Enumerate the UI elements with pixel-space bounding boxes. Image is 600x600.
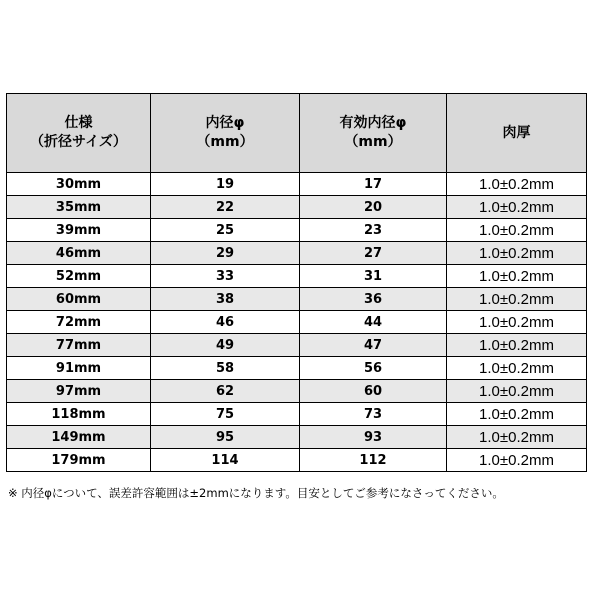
header-thickness-label: 肉厚 bbox=[502, 124, 531, 141]
header-effective-inner-diameter-line1: 有効内径φ bbox=[339, 115, 407, 131]
table-body bbox=[7, 173, 587, 472]
header-inner-diameter-line1: 内径φ bbox=[205, 115, 245, 131]
cell-spec: 118mm bbox=[7, 403, 151, 426]
table-row bbox=[7, 311, 587, 334]
cell-thickness: 1.0±0.2mm bbox=[447, 357, 587, 380]
table-row bbox=[7, 357, 587, 380]
cell-effective-inner-diameter: 20 bbox=[300, 196, 447, 219]
cell-thickness: 1.0±0.2mm bbox=[447, 173, 587, 196]
cell-spec: 77mm bbox=[7, 334, 151, 357]
table-row bbox=[7, 219, 587, 242]
cell-inner-diameter: 62 bbox=[151, 380, 300, 403]
cell-inner-diameter: 25 bbox=[151, 219, 300, 242]
cell-inner-diameter: 46 bbox=[151, 311, 300, 334]
header-spec-line2: （折径サイズ） bbox=[30, 134, 127, 150]
spec-table bbox=[6, 93, 587, 472]
cell-effective-inner-diameter: 56 bbox=[300, 357, 447, 380]
cell-effective-inner-diameter: 60 bbox=[300, 380, 447, 403]
cell-inner-diameter: 75 bbox=[151, 403, 300, 426]
cell-effective-inner-diameter: 23 bbox=[300, 219, 447, 242]
cell-inner-diameter: 38 bbox=[151, 288, 300, 311]
table-row bbox=[7, 242, 587, 265]
header-effective-inner-diameter bbox=[300, 94, 447, 173]
cell-effective-inner-diameter: 47 bbox=[300, 334, 447, 357]
header-row bbox=[7, 94, 587, 173]
cell-spec: 46mm bbox=[7, 242, 151, 265]
cell-thickness: 1.0±0.2mm bbox=[447, 219, 587, 242]
cell-inner-diameter: 33 bbox=[151, 265, 300, 288]
table-row bbox=[7, 196, 587, 219]
cell-inner-diameter: 29 bbox=[151, 242, 300, 265]
cell-effective-inner-diameter: 93 bbox=[300, 426, 447, 449]
footnote: ※ 内径φについて、誤差許容範囲は±2mmになります。目安としてご参考になさってください。 bbox=[8, 486, 504, 500]
cell-effective-inner-diameter: 27 bbox=[300, 242, 447, 265]
header-inner-diameter bbox=[151, 94, 300, 173]
table-row bbox=[7, 334, 587, 357]
cell-effective-inner-diameter: 44 bbox=[300, 311, 447, 334]
cell-effective-inner-diameter: 31 bbox=[300, 265, 447, 288]
table-row bbox=[7, 403, 587, 426]
cell-effective-inner-diameter: 112 bbox=[300, 449, 447, 472]
header-effective-inner-diameter-line2: （mm） bbox=[344, 134, 402, 150]
cell-effective-inner-diameter: 17 bbox=[300, 173, 447, 196]
table-row bbox=[7, 265, 587, 288]
cell-effective-inner-diameter: 36 bbox=[300, 288, 447, 311]
cell-thickness: 1.0±0.2mm bbox=[447, 242, 587, 265]
header-spec bbox=[7, 94, 151, 173]
header-thickness bbox=[447, 94, 587, 173]
cell-thickness: 1.0±0.2mm bbox=[447, 426, 587, 449]
table-row bbox=[7, 426, 587, 449]
cell-spec: 39mm bbox=[7, 219, 151, 242]
table-row bbox=[7, 288, 587, 311]
cell-effective-inner-diameter: 73 bbox=[300, 403, 447, 426]
cell-spec: 97mm bbox=[7, 380, 151, 403]
cell-spec: 52mm bbox=[7, 265, 151, 288]
cell-inner-diameter: 114 bbox=[151, 449, 300, 472]
cell-inner-diameter: 22 bbox=[151, 196, 300, 219]
cell-inner-diameter: 95 bbox=[151, 426, 300, 449]
cell-spec: 149mm bbox=[7, 426, 151, 449]
table-row bbox=[7, 449, 587, 472]
cell-inner-diameter: 58 bbox=[151, 357, 300, 380]
cell-thickness: 1.0±0.2mm bbox=[447, 265, 587, 288]
table-row bbox=[7, 173, 587, 196]
cell-spec: 35mm bbox=[7, 196, 151, 219]
cell-thickness: 1.0±0.2mm bbox=[447, 449, 587, 472]
cell-spec: 179mm bbox=[7, 449, 151, 472]
cell-spec: 60mm bbox=[7, 288, 151, 311]
table-row bbox=[7, 380, 587, 403]
cell-thickness: 1.0±0.2mm bbox=[447, 311, 587, 334]
cell-inner-diameter: 49 bbox=[151, 334, 300, 357]
cell-spec: 72mm bbox=[7, 311, 151, 334]
cell-thickness: 1.0±0.2mm bbox=[447, 380, 587, 403]
cell-thickness: 1.0±0.2mm bbox=[447, 334, 587, 357]
cell-spec: 30mm bbox=[7, 173, 151, 196]
cell-inner-diameter: 19 bbox=[151, 173, 300, 196]
header-inner-diameter-line2: （mm） bbox=[196, 134, 254, 150]
cell-thickness: 1.0±0.2mm bbox=[447, 288, 587, 311]
cell-spec: 91mm bbox=[7, 357, 151, 380]
cell-thickness: 1.0±0.2mm bbox=[447, 196, 587, 219]
header-spec-line1: 仕様 bbox=[64, 115, 93, 131]
cell-thickness: 1.0±0.2mm bbox=[447, 403, 587, 426]
